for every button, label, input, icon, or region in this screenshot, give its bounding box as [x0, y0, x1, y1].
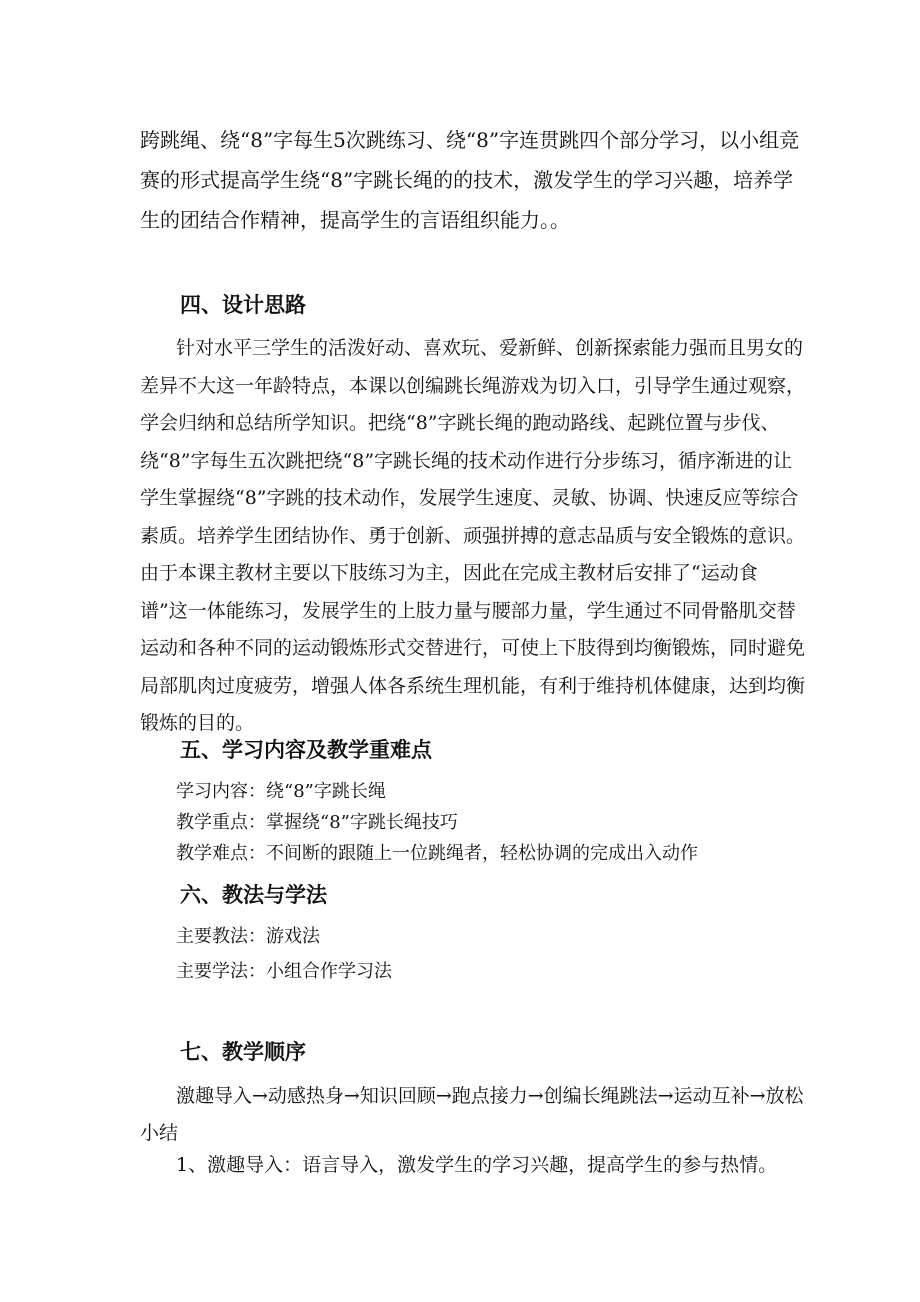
section-7-heading: 七、教学顺序	[180, 1040, 306, 1064]
step-1-line: 1、激趣导入：语言导入，激发学生的学习兴趣，提高学生的参与热情。	[176, 1154, 778, 1176]
design-idea-paragraph: 针对水平三学生的活泼好动、喜欢玩、爱新鲜、创新探索能力强而且男女的差异不大这一年龄特点，本课以创编跳长绳游戏为切入口，引导学生通过观察，学会归纳和总结所学知识。把绕“8”字跳长绳的跑动路线、起跳位置与步伐、绕“8”字每生五次跳把绕“8”字跳长绳的技术动作进行分步练习，循序渐进的让学生掌握绕“8”字跳的技术动作，发展学生速度、灵敏、协调、快速反应等综合素质。培养学生团结协作、勇于创新、顽强拼搏的意志品质与安全锻炼的意识。由于本课主教材主要以下肢练习为主，因此在完成主教材后安排了“运动食谱”这一体能练习，发展学生的上肢力量与腰部力量，学生通过不同骨骼肌交替运动和各种不同的运动锻炼形式交替进行，可使上下肢得到均衡锻炼，同时避免局部肌肉过度疲劳，增强人体各系统生理机能，有利于维持机体健康，达到均衡锻炼的目的。	[140, 337, 806, 734]
section-5-heading: 五、学习内容及教学重难点	[180, 738, 432, 762]
teaching-sequence-paragraph: 激趣导入→动感热身→知识回顾→跑点接力→创编长绳跳法→运动互补→放松小结	[140, 1085, 804, 1144]
learning-method-line: 主要学法：小组合作学习法	[176, 961, 392, 982]
teaching-key-point-line: 教学重点：掌握绕“8”字跳长绳技巧	[176, 812, 458, 833]
section-4-heading: 四、设计思路	[180, 293, 306, 317]
section-6-heading: 六、教法与学法	[180, 883, 327, 907]
teaching-method-line: 主要教法：游戏法	[176, 926, 320, 947]
learning-content-line: 学习内容：绕“8”字跳长绳	[176, 781, 386, 802]
teaching-difficulty-line: 教学难点：不间断的跟随上一位跳绳者，轻松协调的完成出入动作	[176, 843, 698, 864]
intro-paragraph: 跨跳绳、绕“8”字每生5次跳练习、绕“8”字连贯跳四个部分学习，以小组竞赛的形式提高学生绕“8”字跳长绳的的技术，激发学生的学习兴趣，培养学生的团结合作精神，提高学生的言语组织能力。。	[140, 128, 800, 232]
